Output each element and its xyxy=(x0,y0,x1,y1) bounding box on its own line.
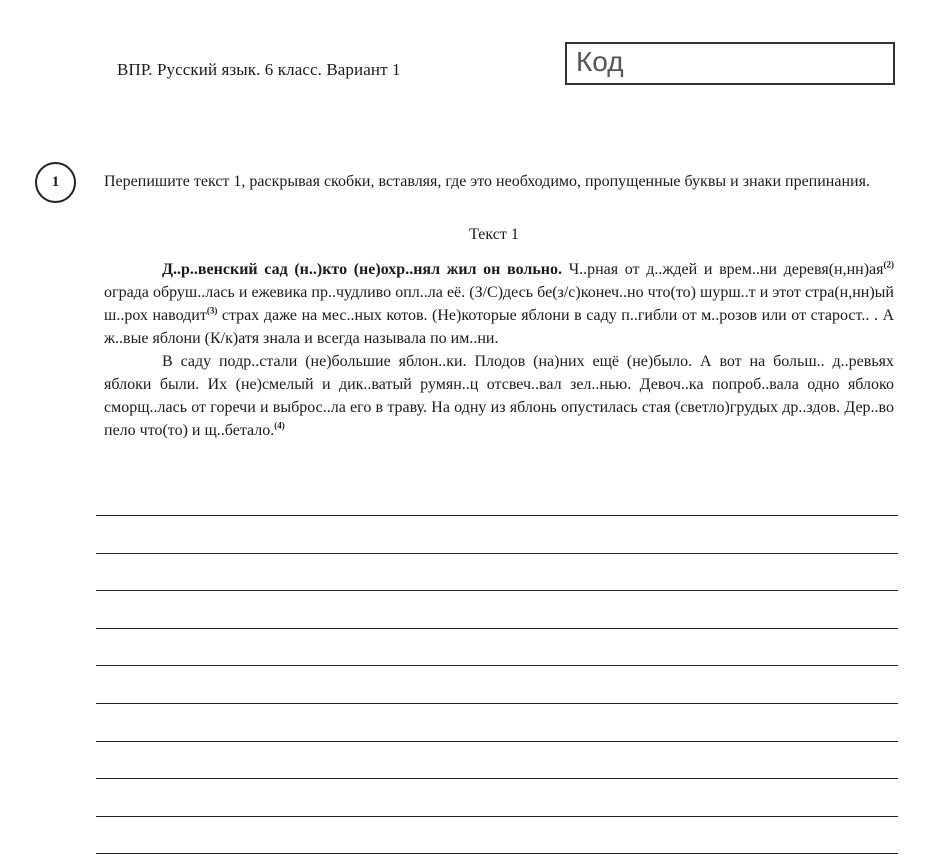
passage-text: В саду подр..стали (не)большие яблон..ки. Плодов (на)них ещё (не)было. А вот на больш.. д..ревьях яблоки были. Их (не)смелый и дик..ватый румян..ц отсвеч..вал зел..нью. Девоч..ка попроб..вала одно яблоко сморщ..лась от горечи и выброс..ла его в траву. На одну из яблонь опустилась стая (светло)грудых др..здов. Дер..во пело что(то) и щ..бетало. xyxy=(104,353,894,439)
answer-line[interactable] xyxy=(96,628,898,629)
passage-bold-lead: Д..р..венский сад (н..)кто (не)охр..нял жил он вольно. xyxy=(162,261,563,278)
answer-line[interactable] xyxy=(96,590,898,591)
passage-paragraph-1 xyxy=(104,258,894,350)
answer-line[interactable] xyxy=(96,665,898,666)
code-box[interactable] xyxy=(565,42,895,85)
answer-line[interactable] xyxy=(96,553,898,554)
answer-line[interactable] xyxy=(96,816,898,817)
answer-line[interactable] xyxy=(96,778,898,779)
passage-text: страх даже на мес..ных котов. (Не)которые яблони в саду п..гибли от м..розов или от старост.. . А ж..вые яблони (К/к)атя знала и всегда называла по им..ни. xyxy=(104,307,895,347)
footnote-marker: (3) xyxy=(206,305,218,316)
passage-text: Ч..рная от д..ждей и врем..ни деревя(н,нн)ая xyxy=(562,261,884,278)
passage-text: ограда обруш..лась и ежевика пр..чудливо опл..ла её. (З/С)десь бе(з/с)конеч..но что(то) шурш..т и этот стра(н,нн)ый ш..рох наводит xyxy=(104,284,894,324)
answer-line[interactable] xyxy=(96,703,898,704)
text-heading: Текст 1 xyxy=(469,226,519,243)
footnote-marker: (2) xyxy=(883,259,895,270)
task-number-badge xyxy=(35,162,76,203)
footnote-marker: (4) xyxy=(274,420,285,431)
task-instruction: Перепишите текст 1, раскрывая скобки, вставляя, где это необходимо, пропущенные буквы и знаки препинания. xyxy=(104,173,870,190)
answer-line[interactable] xyxy=(96,853,898,854)
header-title: ВПР. Русский язык. 6 класс. Вариант 1 xyxy=(117,60,401,79)
task-number: 1 xyxy=(51,174,60,190)
answer-line[interactable] xyxy=(96,741,898,742)
answer-line[interactable] xyxy=(96,515,898,516)
code-label: Код xyxy=(576,46,624,77)
passage xyxy=(104,258,894,442)
passage-paragraph-2 xyxy=(104,350,894,442)
